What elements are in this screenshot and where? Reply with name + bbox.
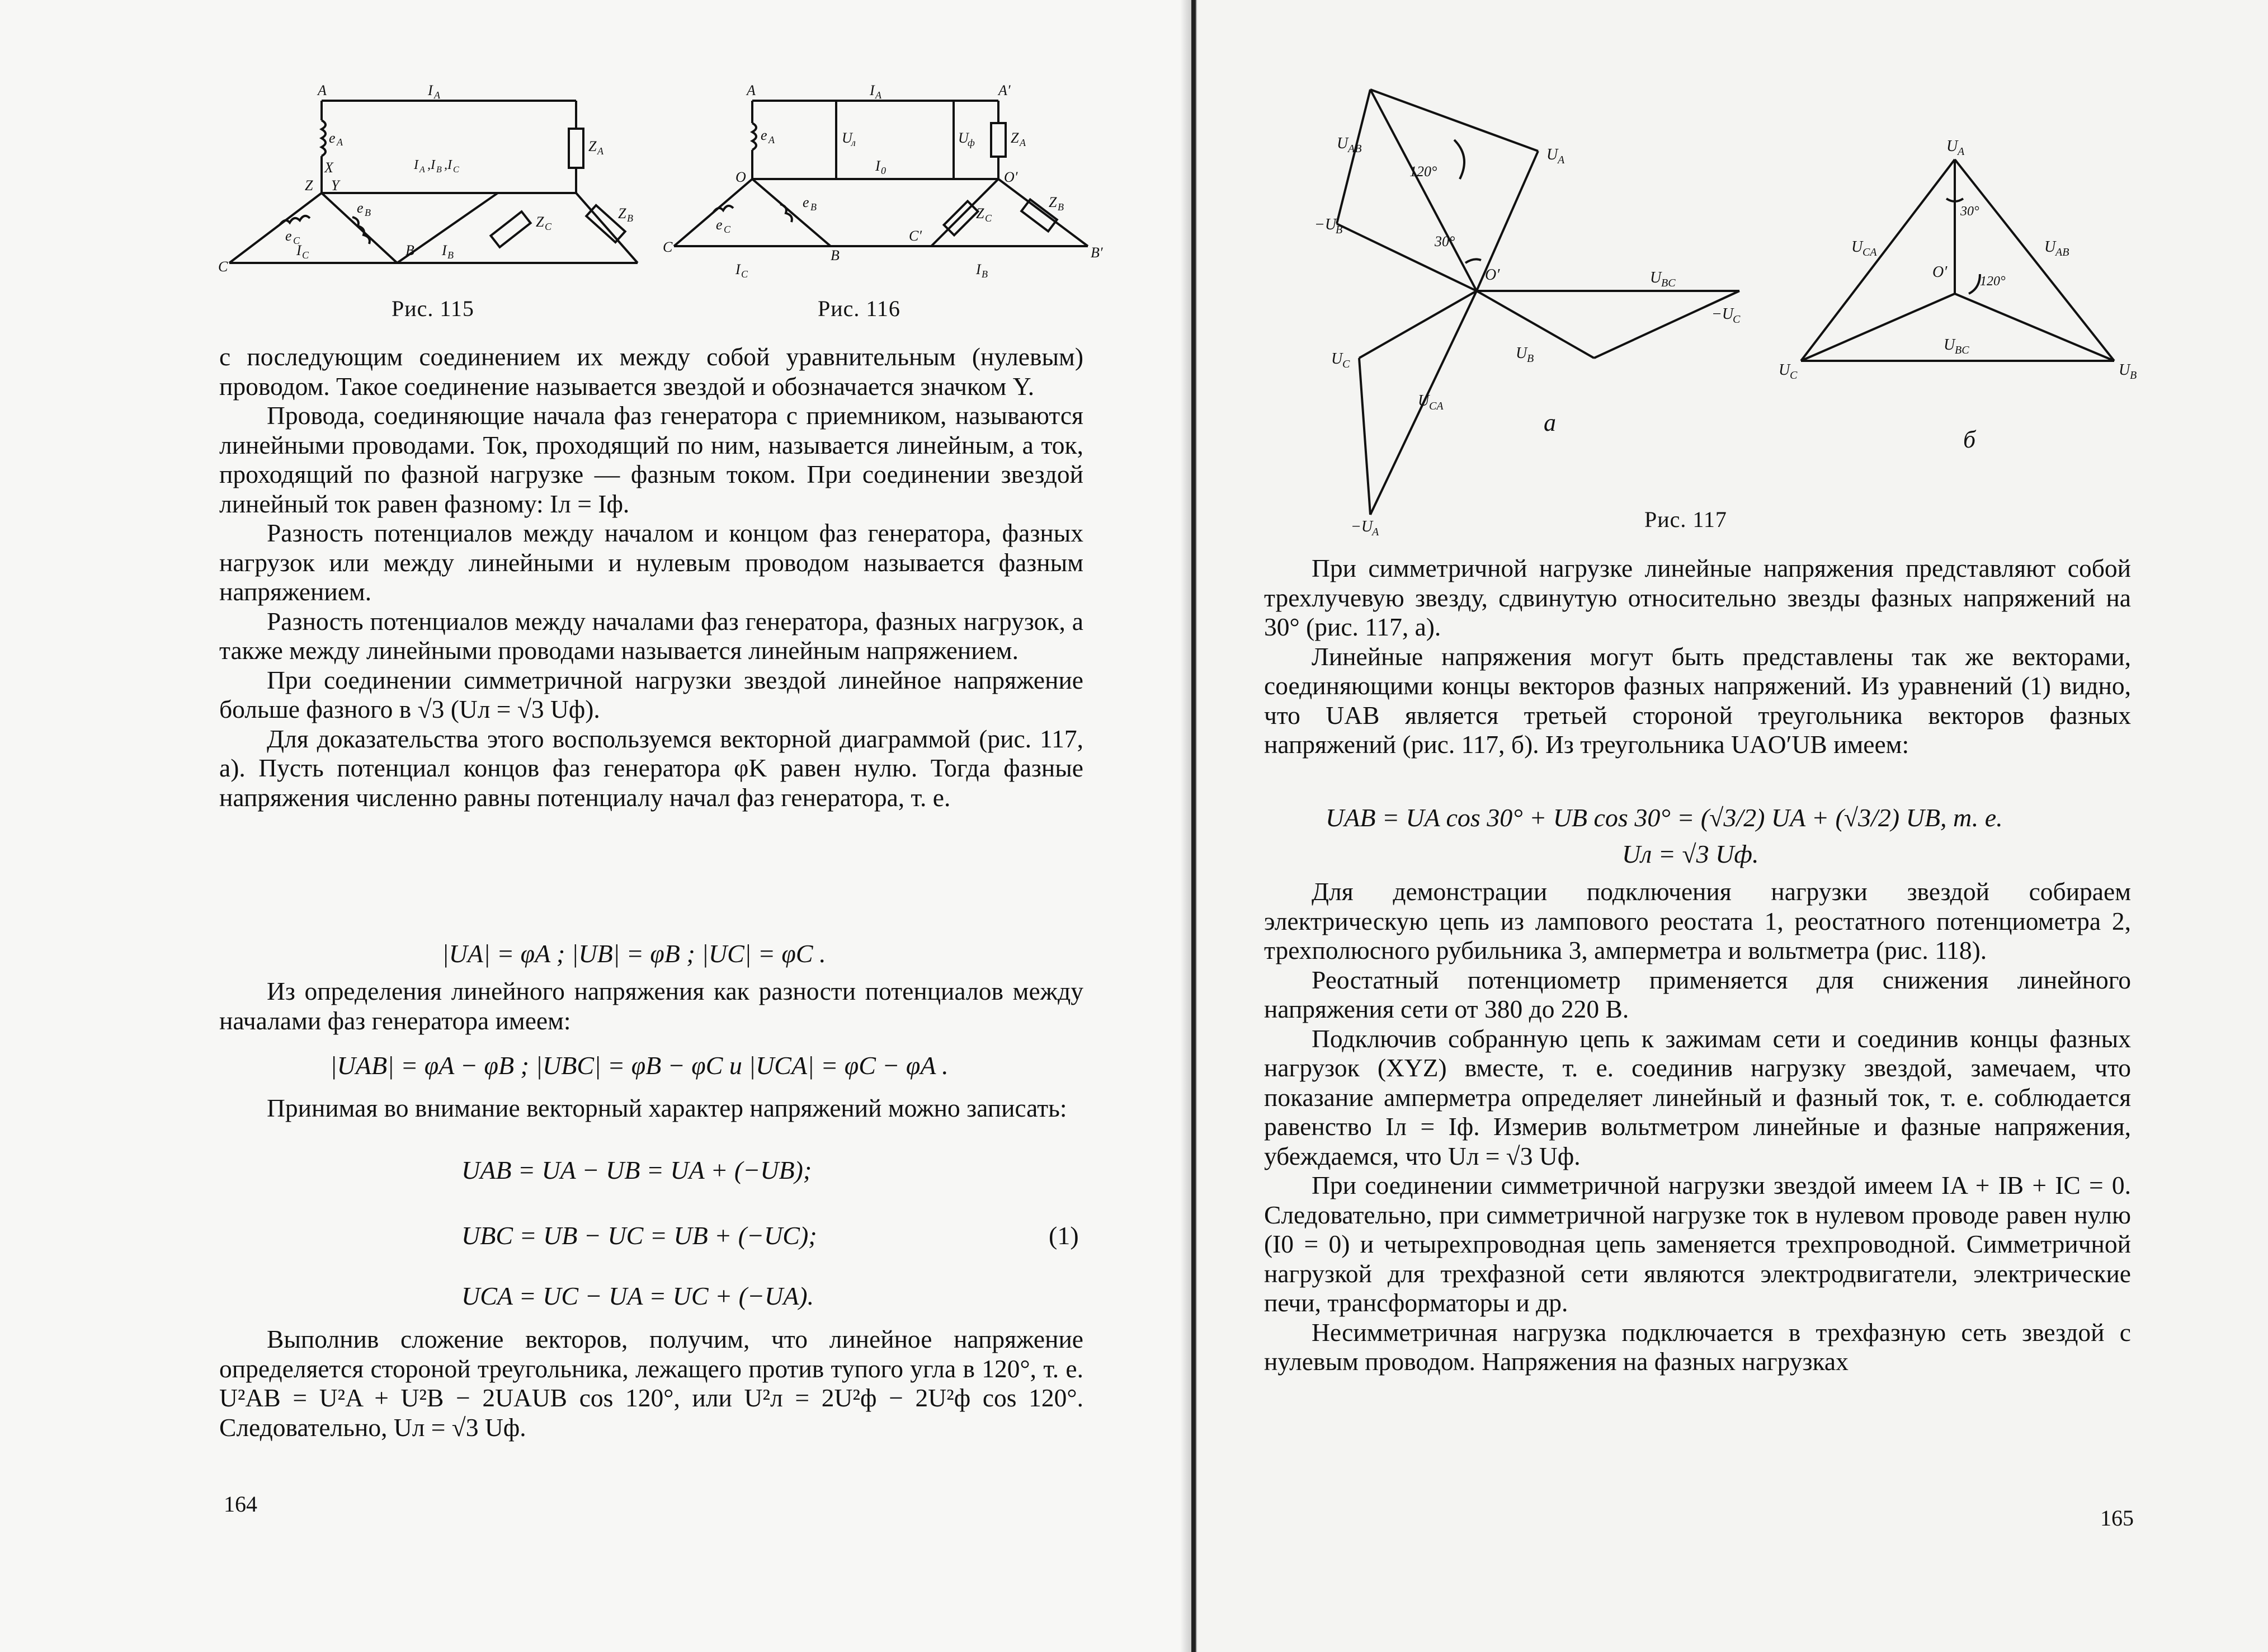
svg-text:B: B <box>831 247 840 263</box>
figure-117-caption: Рис. 117 <box>1644 507 1727 532</box>
svg-text:−U: −U <box>1351 518 1373 535</box>
svg-text:O′: O′ <box>1004 169 1018 185</box>
svg-text:B: B <box>436 165 442 175</box>
svg-text:Z: Z <box>588 138 597 154</box>
svg-text:,I: ,I <box>427 158 435 172</box>
svg-text:A: A <box>597 145 603 157</box>
svg-text:B: B <box>1336 224 1343 236</box>
svg-text:BC: BC <box>1661 277 1676 289</box>
left-text-block-2 <box>219 977 1083 1036</box>
svg-text:C: C <box>985 213 992 224</box>
svg-text:A: A <box>1372 526 1379 538</box>
svg-text:I: I <box>870 82 875 98</box>
svg-text:U: U <box>1851 238 1863 256</box>
equation-ubc: UBC = UB − UC = UB + (−UC); <box>461 1221 817 1250</box>
paragraph: Провода, соединяющие начала фаз генератора с приемником, называются линейными проводами. Ток, проходящий по ним, называется линейным, а ток, проходящий по фазной нагрузке — фазным током. При соединении звездой линейный ток равен фазному: Iл = Iф. <box>219 401 1083 518</box>
svg-text:Z: Z <box>536 214 544 230</box>
figure-116-diagram <box>663 78 1110 296</box>
svg-text:A: A <box>434 90 440 101</box>
svg-text:I: I <box>414 158 418 172</box>
svg-text:O: O <box>735 169 746 185</box>
svg-text:U: U <box>1337 135 1348 152</box>
svg-text:Z: Z <box>618 205 626 222</box>
equation-number: (1) <box>1049 1221 1079 1250</box>
svg-text:I: I <box>735 261 741 277</box>
svg-text:e: e <box>285 228 292 244</box>
svg-text:−U: −U <box>1314 216 1337 233</box>
paragraph: Принимая во внимание векторный характер напряжений можно записать: <box>267 1094 1067 1122</box>
svg-text:AB: AB <box>1348 143 1362 155</box>
svg-text:Z: Z <box>1011 130 1019 146</box>
svg-text:O′: O′ <box>1485 266 1500 284</box>
svg-text:B: B <box>627 213 633 224</box>
svg-text:,I: ,I <box>444 158 452 172</box>
figure-117b-diagram <box>1779 126 2137 394</box>
svg-text:−U: −U <box>1711 305 1734 323</box>
svg-text:U: U <box>958 130 969 146</box>
svg-text:A: A <box>768 134 775 145</box>
svg-text:BC: BC <box>1955 344 1969 356</box>
paragraph: При соединении симметричной нагрузки звездой линейное напряжение больше фазного в √3 (Uл = √3 Uф). <box>219 665 1083 723</box>
paragraph: Для доказательства этого воспользуемся векторной диаграммой (рис. 117, а). Пусть потенциал концов фаз генератора φK равен нулю. Тогда фазные напряжения численно равны потенциалу начал фаз генератора, т. е. <box>219 724 1083 812</box>
svg-text:U: U <box>1418 392 1430 410</box>
svg-text:CA: CA <box>1429 400 1444 412</box>
svg-text:A: A <box>318 82 327 98</box>
figure-117a-diagram <box>1314 78 1751 538</box>
svg-text:C′: C′ <box>909 228 922 244</box>
svg-text:U: U <box>1779 361 1790 379</box>
svg-text:A: A <box>1020 137 1026 148</box>
svg-text:C: C <box>302 250 309 261</box>
svg-text:U: U <box>842 130 852 146</box>
right-text-block-2 <box>1264 877 2131 1377</box>
formula-phase-potentials: |UA| = φA ; |UB| = φB ; |UC| = φC . <box>442 939 826 968</box>
svg-text:B: B <box>810 201 817 213</box>
svg-text:U: U <box>2119 361 2130 379</box>
paragraph: Для демонстрации подключения нагрузки звездой собираем электрическую цепь из лампового реостата 1, реостатного потенциометра 2, трехполюсного рубильника 3, амперметра и вольтметра (рис. 118). <box>1264 877 2131 964</box>
svg-text:120°: 120° <box>1980 274 2006 289</box>
svg-text:C: C <box>453 165 459 175</box>
figure-117b <box>1779 126 2137 394</box>
paragraph: При соединении симметричной нагрузки звездой имеем IA + IB + IC = 0. Следовательно, при симметричной нагрузке ток в нулевом проводе равен нулю (I0 = 0) и четырехпроводная цепь заменяется трехпроводной. Симметричной нагрузкой для трехфазной сети являются электродвигатели, электрические печи, трансформаторы и др. <box>1264 1171 2131 1317</box>
paragraph: Подключив собранную цепь к зажимам сети и соединив концы фазных нагрузок (XYZ) вместе, т. е. соединив нагрузку звездой, замечаем, что показание амперметра определяет линейный и фазный ток, т. е. соблюдается равенство Iл = Iф. Измерив вольтметром линейные и фазные напряжения, убеждаемся, что Uл = √3 Uф. <box>1264 1024 2131 1170</box>
svg-text:e: e <box>761 127 767 143</box>
left-text-block-3 <box>219 1094 1083 1123</box>
svg-text:CA: CA <box>1863 246 1877 258</box>
paragraph: Из определения линейного напряжения как разности потенциалов между началами фаз генератора имеем: <box>219 977 1083 1035</box>
equation-uab: UAB = UA − UB = UA + (−UB); <box>461 1156 812 1184</box>
svg-text:I: I <box>442 242 447 258</box>
svg-text:U: U <box>1516 345 1527 362</box>
svg-text:C: C <box>724 224 731 235</box>
paragraph: Несимметричная нагрузка подключается в трехфазную сеть звездой с нулевым проводом. Напряжения на фазных нагрузках <box>1264 1317 2131 1376</box>
svg-text:U: U <box>1546 146 1558 163</box>
svg-text:e: e <box>329 130 336 146</box>
svg-text:e: e <box>803 194 809 210</box>
svg-text:U: U <box>2044 238 2056 256</box>
left-text-block <box>219 342 1083 812</box>
svg-text:A: A <box>875 90 881 101</box>
figure-115 <box>213 78 649 280</box>
paragraph: Разность потенциалов между началом и концом фаз генератора, фазных нагрузок или между линейными и нулевым проводом называется фазным напряжением. <box>219 519 1083 606</box>
figure-116 <box>663 78 1110 296</box>
svg-text:A: A <box>747 82 756 98</box>
figure-117b-label: б <box>1963 426 1976 453</box>
svg-text:O′: O′ <box>1932 263 1948 281</box>
formula-line-potentials: |UAB| = φA − φB ; |UBC| = φB − φC и |UCA| = φC − φA . <box>330 1051 949 1080</box>
paragraph: Разность потенциалов между началами фаз генератора, фазных нагрузок, а также между линейными проводами называется линейным напряжением. <box>219 606 1083 665</box>
svg-text:e: e <box>716 216 723 233</box>
svg-text:A′: A′ <box>998 82 1011 98</box>
svg-text:A: A <box>1958 145 1965 158</box>
svg-text:I: I <box>296 242 301 258</box>
svg-text:C: C <box>1733 313 1741 326</box>
page-number-left: 164 <box>224 1491 257 1517</box>
right-page <box>1197 0 2268 1652</box>
equation-uca: UCA = UC − UA = UC + (−UA). <box>461 1282 814 1310</box>
svg-text:I: I <box>976 261 981 277</box>
svg-text:U: U <box>1650 269 1662 286</box>
figure-115-caption: Рис. 115 <box>392 296 474 321</box>
svg-text:30°: 30° <box>1435 233 1455 250</box>
svg-text:C: C <box>663 239 673 255</box>
svg-text:Y: Y <box>331 177 340 194</box>
page-edge-shadow <box>1191 0 1196 1652</box>
formula-uab-cos: UAB = UA cos 30° + UB cos 30° = (√3/2) UA + (√3/2) UB, т. е. <box>1326 803 2003 832</box>
left-text-block-4 <box>219 1325 1083 1442</box>
svg-text:I: I <box>428 82 433 98</box>
svg-text:C: C <box>1342 358 1350 370</box>
svg-text:л: л <box>851 137 856 148</box>
svg-text:C: C <box>545 221 552 232</box>
svg-text:C: C <box>1790 369 1798 382</box>
paragraph: При симметричной нагрузке линейные напряжения представляют собой трехлучевую звезду, сдвинутую относительно звезды фазных напряжений на 30° (рис. 117, а). <box>1264 554 2131 641</box>
svg-text:B′: B′ <box>1091 244 1103 261</box>
page-number-right: 165 <box>2100 1505 2134 1531</box>
svg-text:B: B <box>447 250 454 261</box>
svg-text:A: A <box>337 137 343 148</box>
svg-text:120°: 120° <box>1409 163 1437 180</box>
figure-117a-label: а <box>1544 409 1556 436</box>
paragraph: с последующим соединением их между собой уравнительным (нулевым) проводом. Такое соединение называется звездой и обозначается значком Y. <box>219 342 1083 401</box>
right-text-block <box>1264 554 2131 760</box>
svg-text:U: U <box>1331 350 1343 368</box>
svg-text:Z: Z <box>305 177 313 194</box>
figure-117a <box>1314 78 1751 538</box>
figure-115-diagram <box>213 78 649 280</box>
figure-116-caption: Рис. 116 <box>818 296 900 321</box>
svg-text:AB: AB <box>2055 246 2069 258</box>
svg-text:C: C <box>218 258 228 275</box>
formula-uline-result: Uл = √3 Uф. <box>1622 840 1759 868</box>
svg-text:30°: 30° <box>1960 204 1979 219</box>
svg-text:e: e <box>357 200 364 216</box>
svg-text:B: B <box>1058 201 1064 213</box>
paragraph: Линейные напряжения могут быть представлены так же векторами, соединяющими концы векторов фазных напряжений. Из уравнений (1) видно, что UAB является третьей стороной треугольника векторов фазных напряжений (рис. 117, б). Из треугольника UAO′UB имеем: <box>1264 642 2131 759</box>
svg-text:X: X <box>324 159 333 176</box>
svg-text:Z: Z <box>1049 194 1057 210</box>
svg-text:C: C <box>741 269 748 280</box>
svg-text:U: U <box>1946 138 1958 155</box>
paragraph: Реостатный потенциометр применяется для снижения линейного напряжения сети от 380 до 220 В. <box>1264 965 2131 1023</box>
svg-text:C: C <box>293 235 300 246</box>
svg-text:B: B <box>982 269 988 280</box>
svg-text:0: 0 <box>881 165 886 176</box>
svg-text:ф: ф <box>968 137 975 148</box>
svg-text:B: B <box>1527 352 1534 365</box>
svg-text:A: A <box>1558 154 1565 166</box>
svg-text:B: B <box>365 207 371 218</box>
svg-text:A: A <box>419 165 425 175</box>
svg-text:U: U <box>1944 336 1955 354</box>
svg-text:I: I <box>875 158 880 174</box>
paragraph: Выполнив сложение векторов, получим, что линейное напряжение определяется стороной треугольника, лежащего против тупого угла в 120°, т. е. U²AB = U²A + U²B − 2UAUB cos 120°, или U²л = 2U²ф − 2U²ф cos 120°. Следовательно, Uл = √3 Uф. <box>219 1325 1083 1442</box>
svg-text:Z: Z <box>976 205 984 222</box>
svg-text:B: B <box>2130 369 2137 382</box>
svg-text:B: B <box>405 242 414 258</box>
